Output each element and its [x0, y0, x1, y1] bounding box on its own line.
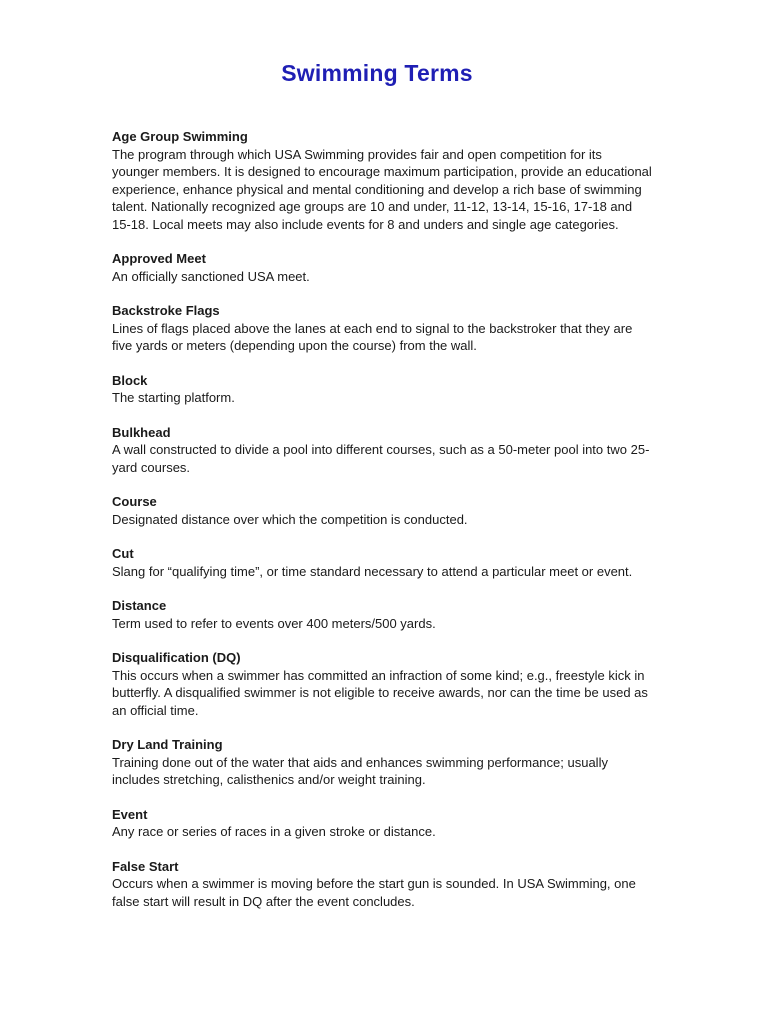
term-entry [112, 806, 652, 841]
term-definition: The starting platform. [112, 390, 235, 405]
term-name: Event [112, 806, 148, 822]
term-entry [112, 250, 652, 285]
term-name: Disqualification (DQ) [112, 650, 241, 665]
term-entry [112, 545, 652, 580]
term-name: Cut [112, 546, 134, 561]
term-definition: Training done out of the water that aids and enhances swimming performance; usually includes stretching, calisthenics and/or weight training. [112, 754, 608, 787]
term-definition: An officially sanctioned USA meet. [112, 268, 310, 284]
term-name: Dry Land Training [112, 737, 223, 752]
term-name: Course [112, 494, 157, 509]
term-definition: Occurs when a swimmer is moving before the start gun is sounded. In USA Swimming, one false start will result in DQ after the event concludes. [112, 876, 636, 909]
term-entry [112, 597, 652, 632]
term-definition: This occurs when a swimmer has committed an infraction of some kind; e.g., freestyle kick in butterfly. A disqualified swimmer is not eligible to receive awards, nor can the time be used as an official time. [112, 667, 648, 718]
term-entry [112, 302, 652, 355]
term-name: Backstroke Flags [112, 303, 220, 318]
document-title: Swimming Terms [281, 60, 473, 86]
term-entry [112, 858, 652, 911]
term-definition: Slang for “qualifying time”, or time standard necessary to attend a particular meet or event. [112, 563, 633, 579]
term-entry [112, 128, 652, 233]
term-definition: Lines of flags placed above the lanes at each end to signal to the backstroker that they are five yards or meters (depending upon the course) from the wall. [112, 320, 633, 353]
term-definition: Term used to refer to events over 400 meters/500 yards. [112, 615, 436, 631]
term-name: Approved Meet [112, 251, 206, 266]
term-definition: Designated distance over which the competition is conducted. [112, 511, 468, 527]
term-entry [112, 736, 652, 789]
term-definition: Any race or series of races in a given stroke or distance. [112, 824, 436, 839]
term-entry [112, 649, 652, 719]
term-name: False Start [112, 858, 179, 874]
term-definition: The program through which USA Swimming provides fair and open competition for its younger members. It is designed to encourage maximum participation, provide an educational experience, enhance physical and mental conditioning and develop a rich base of swimming talent. Nationally recognized age groups are 10 and under, 11-12, 13-14, 15-16, 17-18 and 15-18. Local meets may also include events for 8 and unders and single age categories. [112, 146, 652, 232]
term-name: Age Group Swimming [112, 129, 248, 144]
term-name: Block [112, 372, 148, 388]
term-definition: A wall constructed to divide a pool into different courses, such as a 50-meter pool into two 25-yard courses. [112, 442, 650, 475]
term-entry [112, 372, 652, 407]
term-entry [112, 493, 652, 528]
term-entry [112, 424, 652, 477]
terms-list [112, 128, 652, 927]
term-name: Distance [112, 598, 167, 613]
term-name: Bulkhead [112, 424, 171, 440]
